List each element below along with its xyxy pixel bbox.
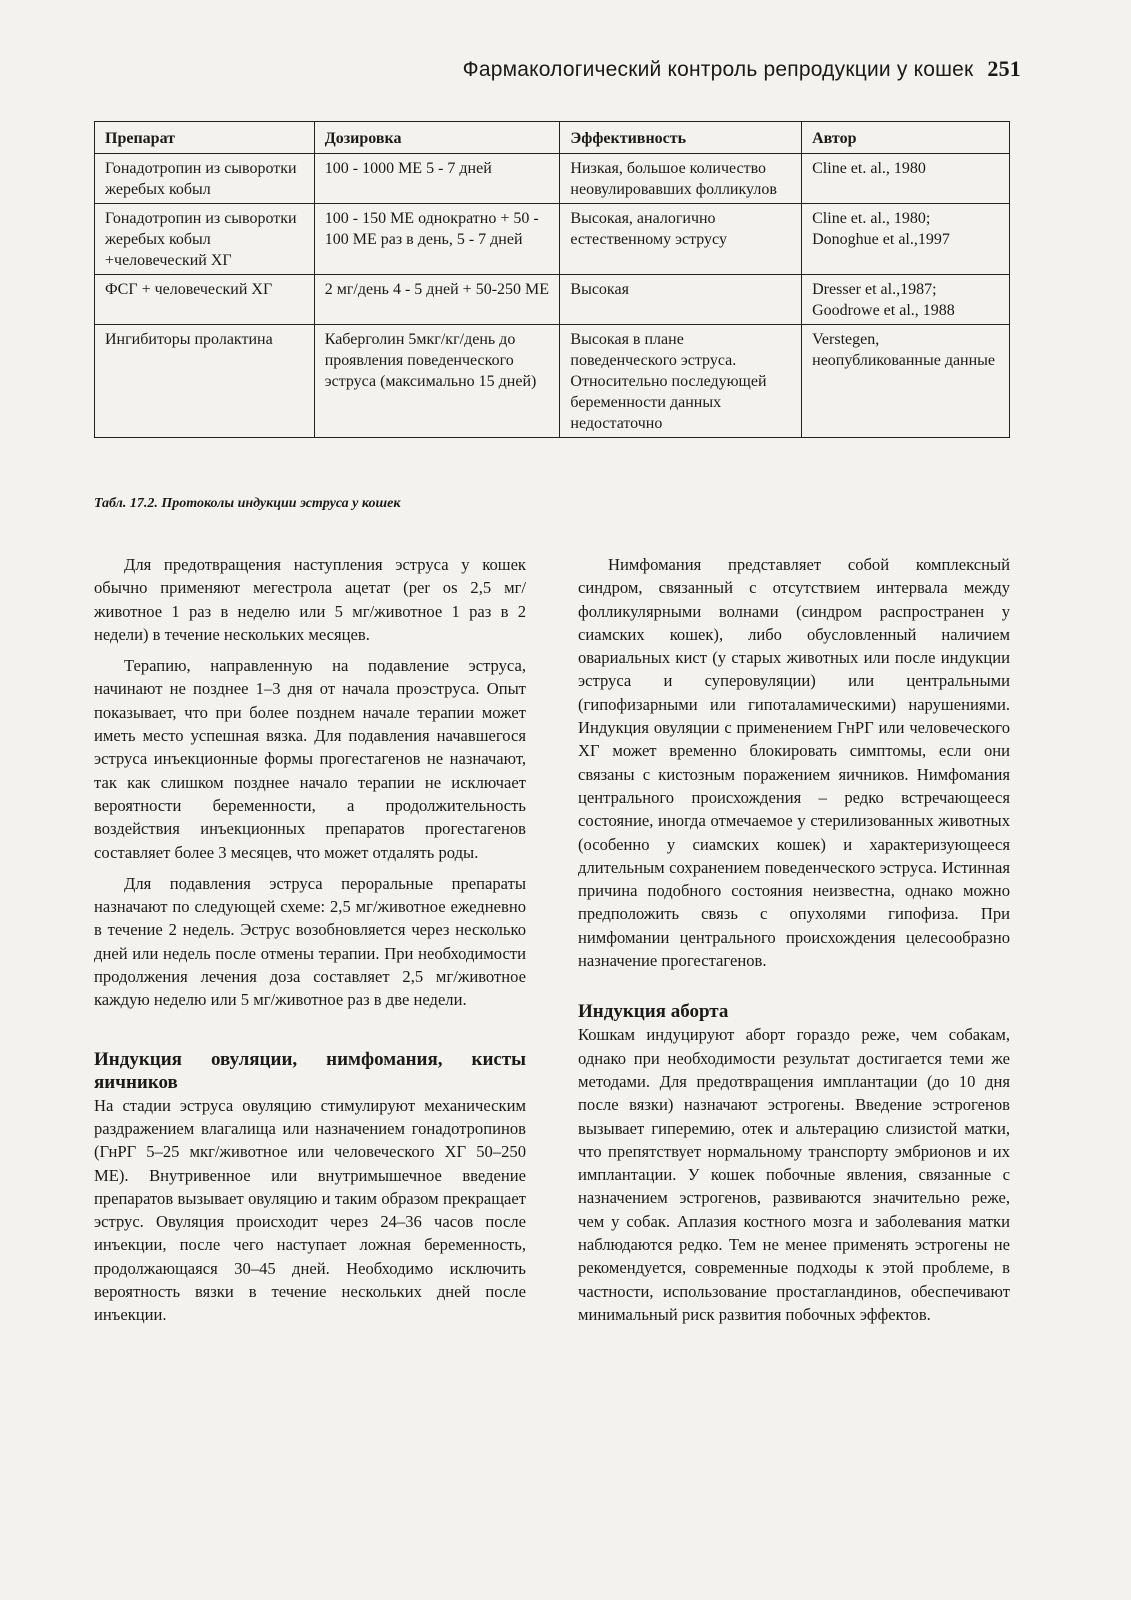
- table-cell: Низкая, большое количество неовулировавших фолликулов: [560, 154, 802, 204]
- paragraph: Для подавления эструса пероральные препараты назначают по следующей схеме: 2,5 мг/животное ежедневно в течение 2 недель. Эструс возобновляется через несколько дней или недель после отмены терапии. При необходимости продолжения лечения доза составляет 2,5 мг/животное каждую неделю или 5 мг/животное раз в две недели.: [94, 873, 526, 1010]
- table-row: [95, 154, 1010, 204]
- page-number: 251: [987, 56, 1021, 81]
- table-cell: Verstegen, неопубликованные данные: [802, 325, 1010, 438]
- table-cell: ФСГ + человеческий ХГ: [95, 275, 315, 325]
- table-cell: 2 мг/день 4 - 5 дней + 50-250 МЕ: [314, 275, 560, 325]
- section-heading-abortion: Индукция аборта: [578, 1001, 729, 1023]
- table-cell: Dresser et al.,1987; Goodrowe et al., 1988: [802, 275, 1010, 325]
- table-cell: Высокая в плане поведенческого эструса. Относительно последующей беременности данных недостаточно: [560, 325, 802, 438]
- table-cell: Cline et. al., 1980: [802, 154, 1010, 204]
- table-cell: Гонадотропин из сыворотки жеребых кобыл: [95, 154, 315, 204]
- paragraph: Терапию, направленную на подавление эструса, начинают не позднее 1–3 дня от начала проэструса. Опыт показывает, что при более позднем начале терапии может иметь место успешная вязка. Для подавления начавшегося эструса инъекционные формы прогестагенов не назначают, так как слишком позднее начало терапии не исключает вероятности беременности, а продолжительность воздействия инъекционных препаратов прогестагенов составляет более 3 месяцев, что может отдалять роды.: [94, 656, 526, 862]
- column-header: Дозировка: [314, 122, 560, 154]
- paragraph: На стадии эструса овуляцию стимулируют механическим раздражением влагалища или назначением гонадотропинов (ГнРГ 5–25 мкг/животное или человеческого ХГ 50–250 МЕ). Внутривенное или внутримышечное введение препаратов вызывает овуляцию и таким образом прекращает эструс. Овуляция происходит через 24–36 часов после инъекции, после чего наступает ложная беременность, продолжающаяся 30–45 дней. Необходимо исключить вероятность вязки в течение нескольких дней после инъекции.: [94, 1095, 526, 1325]
- table-cell: Cline et. al., 1980; Donoghue et al.,1997: [802, 204, 1010, 275]
- section-heading-ovulation: Индукция овуляции, нимфомания, кисты яичников: [94, 1048, 526, 1093]
- table-cell: 100 - 150 МЕ однократно + 50 - 100 МЕ раз в день, 5 - 7 дней: [314, 204, 560, 275]
- table-row: [95, 275, 1010, 325]
- table-row: [95, 204, 1010, 275]
- running-header: [90, 56, 1021, 82]
- running-title: Фармакологический контроль репродукции у кошек: [462, 58, 974, 81]
- table-cell: Каберголин 5мкг/кг/день до проявления поведенческого эструса (максимально 15 дней): [314, 325, 560, 438]
- estrus-induction-table: [94, 121, 1010, 438]
- table-cell: Гонадотропин из сыворотки жеребых кобыл +человеческий ХГ: [95, 204, 315, 275]
- paragraph: Для предотвращения наступления эструса у кошек обычно применяют мегестрола ацетат (per os 2,5 мг/животное 1 раз в неделю или 5 мг/животное 1 раз в 2 недели) в течение нескольких месяцев.: [94, 555, 526, 644]
- table-cell: 100 - 1000 МЕ 5 - 7 дней: [314, 154, 560, 204]
- right-text-column: [578, 553, 1010, 1326]
- left-text-column: [94, 553, 526, 1327]
- table-cell: Высокая: [560, 275, 802, 325]
- paragraph: Нимфомания представляет собой комплексный синдром, связанный с отсутствием интервала между фолликулярными волнами (синдром распространен у сиамских кошек), либо обусловленный наличием овариальных кист (у старых животных или после индукции эструса и суперовуляции) или центральными (гипофизарными или гипоталамическими) нарушениями. Индукция овуляции с применением ГнРГ или человеческого ХГ может временно блокировать симптомы, если они связаны с кистозным поражением яичников. Нимфомания центрального происхождения – редко встречающееся состояние, иногда отмечаемое у стерилизованных животных (особенно у сиамских кошек) и характеризующееся длительным сохранением поведенческого эструса. Истинная причина подобного состояния неизвестна, однако можно предположить связь с опухолями гипофиза. При нимфомании центрального происхождения целесообразно назначение прогестагенов.: [578, 555, 1010, 971]
- table-caption: Табл. 17.2. Протоколы индукции эструса у кошек: [94, 496, 401, 511]
- column-header: Эффективность: [560, 122, 802, 154]
- paragraph: Кошкам индуцируют аборт гораздо реже, чем собакам, однако при необходимости результат достигается теми же методами. Для предотвращения имплантации (до 10 дня после вязки) назначают эстрогены. Введение эстрогенов вызывает гиперемию, отек и альтерацию слизистой матки, что препятствует нормальному транспорту эмбрионов и их имплантации. У кошек побочные явления, связанные с назначением эстрогенов, развиваются значительно реже, чем у собак. Аплазия костного мозга и заболевания матки наблюдаются редко. Тем не менее применять эстрогены не рекомендуется, современные подходы к этой проблеме, в частности, использование простагландинов, обеспечивают минимальный риск развития побочных эффектов.: [578, 1025, 1010, 1324]
- table-row: [95, 325, 1010, 438]
- table-header-row: [95, 122, 1010, 154]
- table-cell: Ингибиторы пролактина: [95, 325, 315, 438]
- column-header: Автор: [802, 122, 1010, 154]
- table-cell: Высокая, аналогично естественному эструсу: [560, 204, 802, 275]
- column-header: Препарат: [95, 122, 315, 154]
